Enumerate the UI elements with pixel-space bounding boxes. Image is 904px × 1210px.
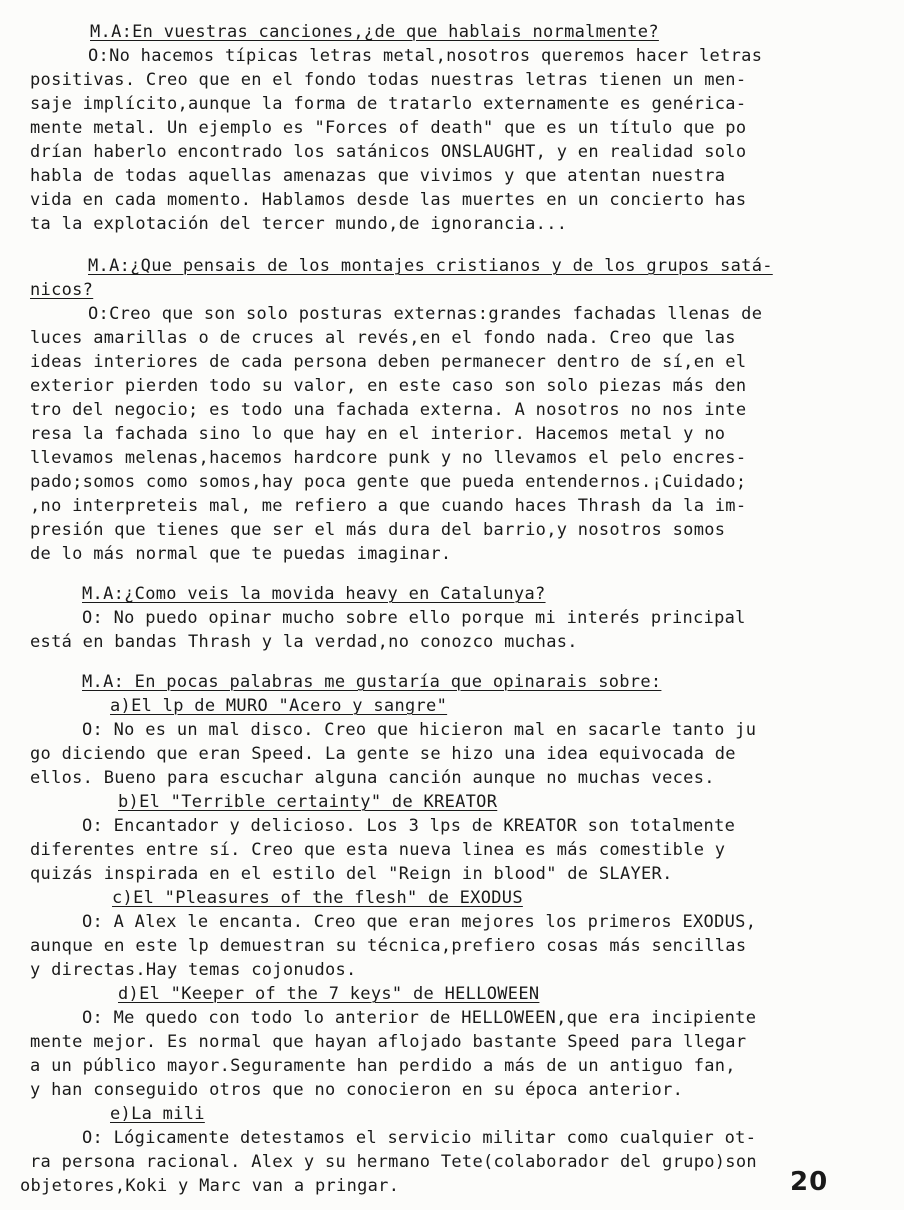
- text-line: y directas.Hay temas cojonudos.: [30, 960, 357, 980]
- text-line: tro del negocio; es todo una fachada externa. A nosotros no nos inte: [30, 400, 747, 420]
- text-line: está en bandas Thrash y la verdad,no conozco muchas.: [30, 632, 578, 652]
- text-line: O: Me quedo con todo lo anterior de HELLOWEEN,que era incipiente: [82, 1008, 757, 1028]
- question-line: c)El "Pleasures of the flesh" de EXODUS: [112, 888, 523, 908]
- text-line: positivas. Creo que en el fondo todas nuestras letras tienen un men-: [30, 70, 747, 90]
- text-line: O: No es un mal disco. Creo que hicieron mal en sacarle tanto ju: [82, 720, 757, 740]
- text-line: quizás inspirada en el estilo del "Reign in blood" de SLAYER.: [30, 864, 673, 884]
- question-line: M.A:¿Como veis la movida heavy en Catalunya?: [82, 584, 546, 604]
- question-line: e)La mili: [110, 1104, 205, 1124]
- page-number: 20: [790, 1167, 829, 1197]
- text-line: mente metal. Un ejemplo es "Forces of death" que es un título que po: [30, 118, 747, 138]
- text-line: O: A Alex le encanta. Creo que eran mejores los primeros EXODUS,: [82, 912, 757, 932]
- text-line: y han conseguido otros que no conocieron en su época anterior.: [30, 1080, 684, 1100]
- text-line: ideas interiores de cada persona deben permanecer dentro de sí,en el: [30, 352, 747, 372]
- text-line: presión que tienes que ser el más dura del barrio,y nosotros somos: [30, 520, 726, 540]
- text-line: pado;somos como somos,hay poca gente que pueda entendernos.¡Cuidado;: [30, 472, 747, 492]
- question-line: M.A:¿Que pensais de los montajes cristianos y de los grupos satá-: [88, 256, 773, 276]
- text-line: luces amarillas o de cruces al revés,en el fondo nada. Creo que las: [30, 328, 736, 348]
- text-line: de lo más normal que te puedas imaginar.: [30, 544, 452, 564]
- question-line: d)El "Keeper of the 7 keys" de HELLOWEEN: [118, 984, 540, 1004]
- text-line: diferentes entre sí. Creo que esta nueva linea es más comestible y: [30, 840, 726, 860]
- text-line: O:Creo que son solo posturas externas:grandes fachadas llenas de: [88, 304, 763, 324]
- text-line: ,no interpreteis mal, me refiero a que cuando haces Thrash da la im-: [30, 496, 747, 516]
- text-line: O: No puedo opinar mucho sobre ello porque mi interés principal: [82, 608, 746, 628]
- question-line: b)El "Terrible certainty" de KREATOR: [118, 792, 498, 812]
- text-line: exterior pierden todo su valor, en este caso son solo piezas más den: [30, 376, 747, 396]
- text-line: objetores,Koki y Marc van a pringar.: [20, 1176, 400, 1196]
- text-line: ra persona racional. Alex y su hermano Tete(colaborador del grupo)son: [30, 1152, 757, 1172]
- text-line: O:No hacemos típicas letras metal,nosotros queremos hacer letras: [88, 46, 763, 66]
- question-line: nicos?: [30, 280, 94, 300]
- text-line: mente mejor. Es normal que hayan aflojado bastante Speed para llegar: [30, 1032, 747, 1052]
- text-line: go diciendo que eran Speed. La gente se hizo una idea equivocada de: [30, 744, 736, 764]
- text-line: O: Lógicamente detestamos el servicio militar como cualquier ot-: [82, 1128, 757, 1148]
- text-line: saje implícito,aunque la forma de tratarlo externamente es genérica-: [30, 94, 747, 114]
- text-line: O: Encantador y delicioso. Los 3 lps de KREATOR son totalmente: [82, 816, 736, 836]
- text-line: drían haberlo encontrado los satánicos ONSLAUGHT, y en realidad solo: [30, 142, 747, 162]
- text-line: ta la explotación del tercer mundo,de ignorancia...: [30, 214, 568, 234]
- text-line: ellos. Bueno para escuchar alguna canción aunque no muchas veces.: [30, 768, 715, 788]
- text-line: aunque en este lp demuestran su técnica,prefiero cosas más sencillas: [30, 936, 747, 956]
- text-line: habla de todas aquellas amenazas que vivimos y que atentan nuestra: [30, 166, 726, 186]
- text-line: a un público mayor.Seguramente han perdido a más de un antiguo fan,: [30, 1056, 736, 1076]
- text-line: llevamos melenas,hacemos hardcore punk y no llevamos el pelo encres-: [30, 448, 747, 468]
- question-line: a)El lp de MURO "Acero y sangre": [110, 696, 448, 716]
- question-line: M.A: En pocas palabras me gustaría que opinarais sobre:: [82, 672, 662, 692]
- text-line: resa la fachada sino lo que hay en el interior. Hacemos metal y no: [30, 424, 726, 444]
- text-line: vida en cada momento. Hablamos desde las muertes en un concierto has: [30, 190, 747, 210]
- question-line: M.A:En vuestras canciones,¿de que hablais normalmente?: [90, 22, 659, 42]
